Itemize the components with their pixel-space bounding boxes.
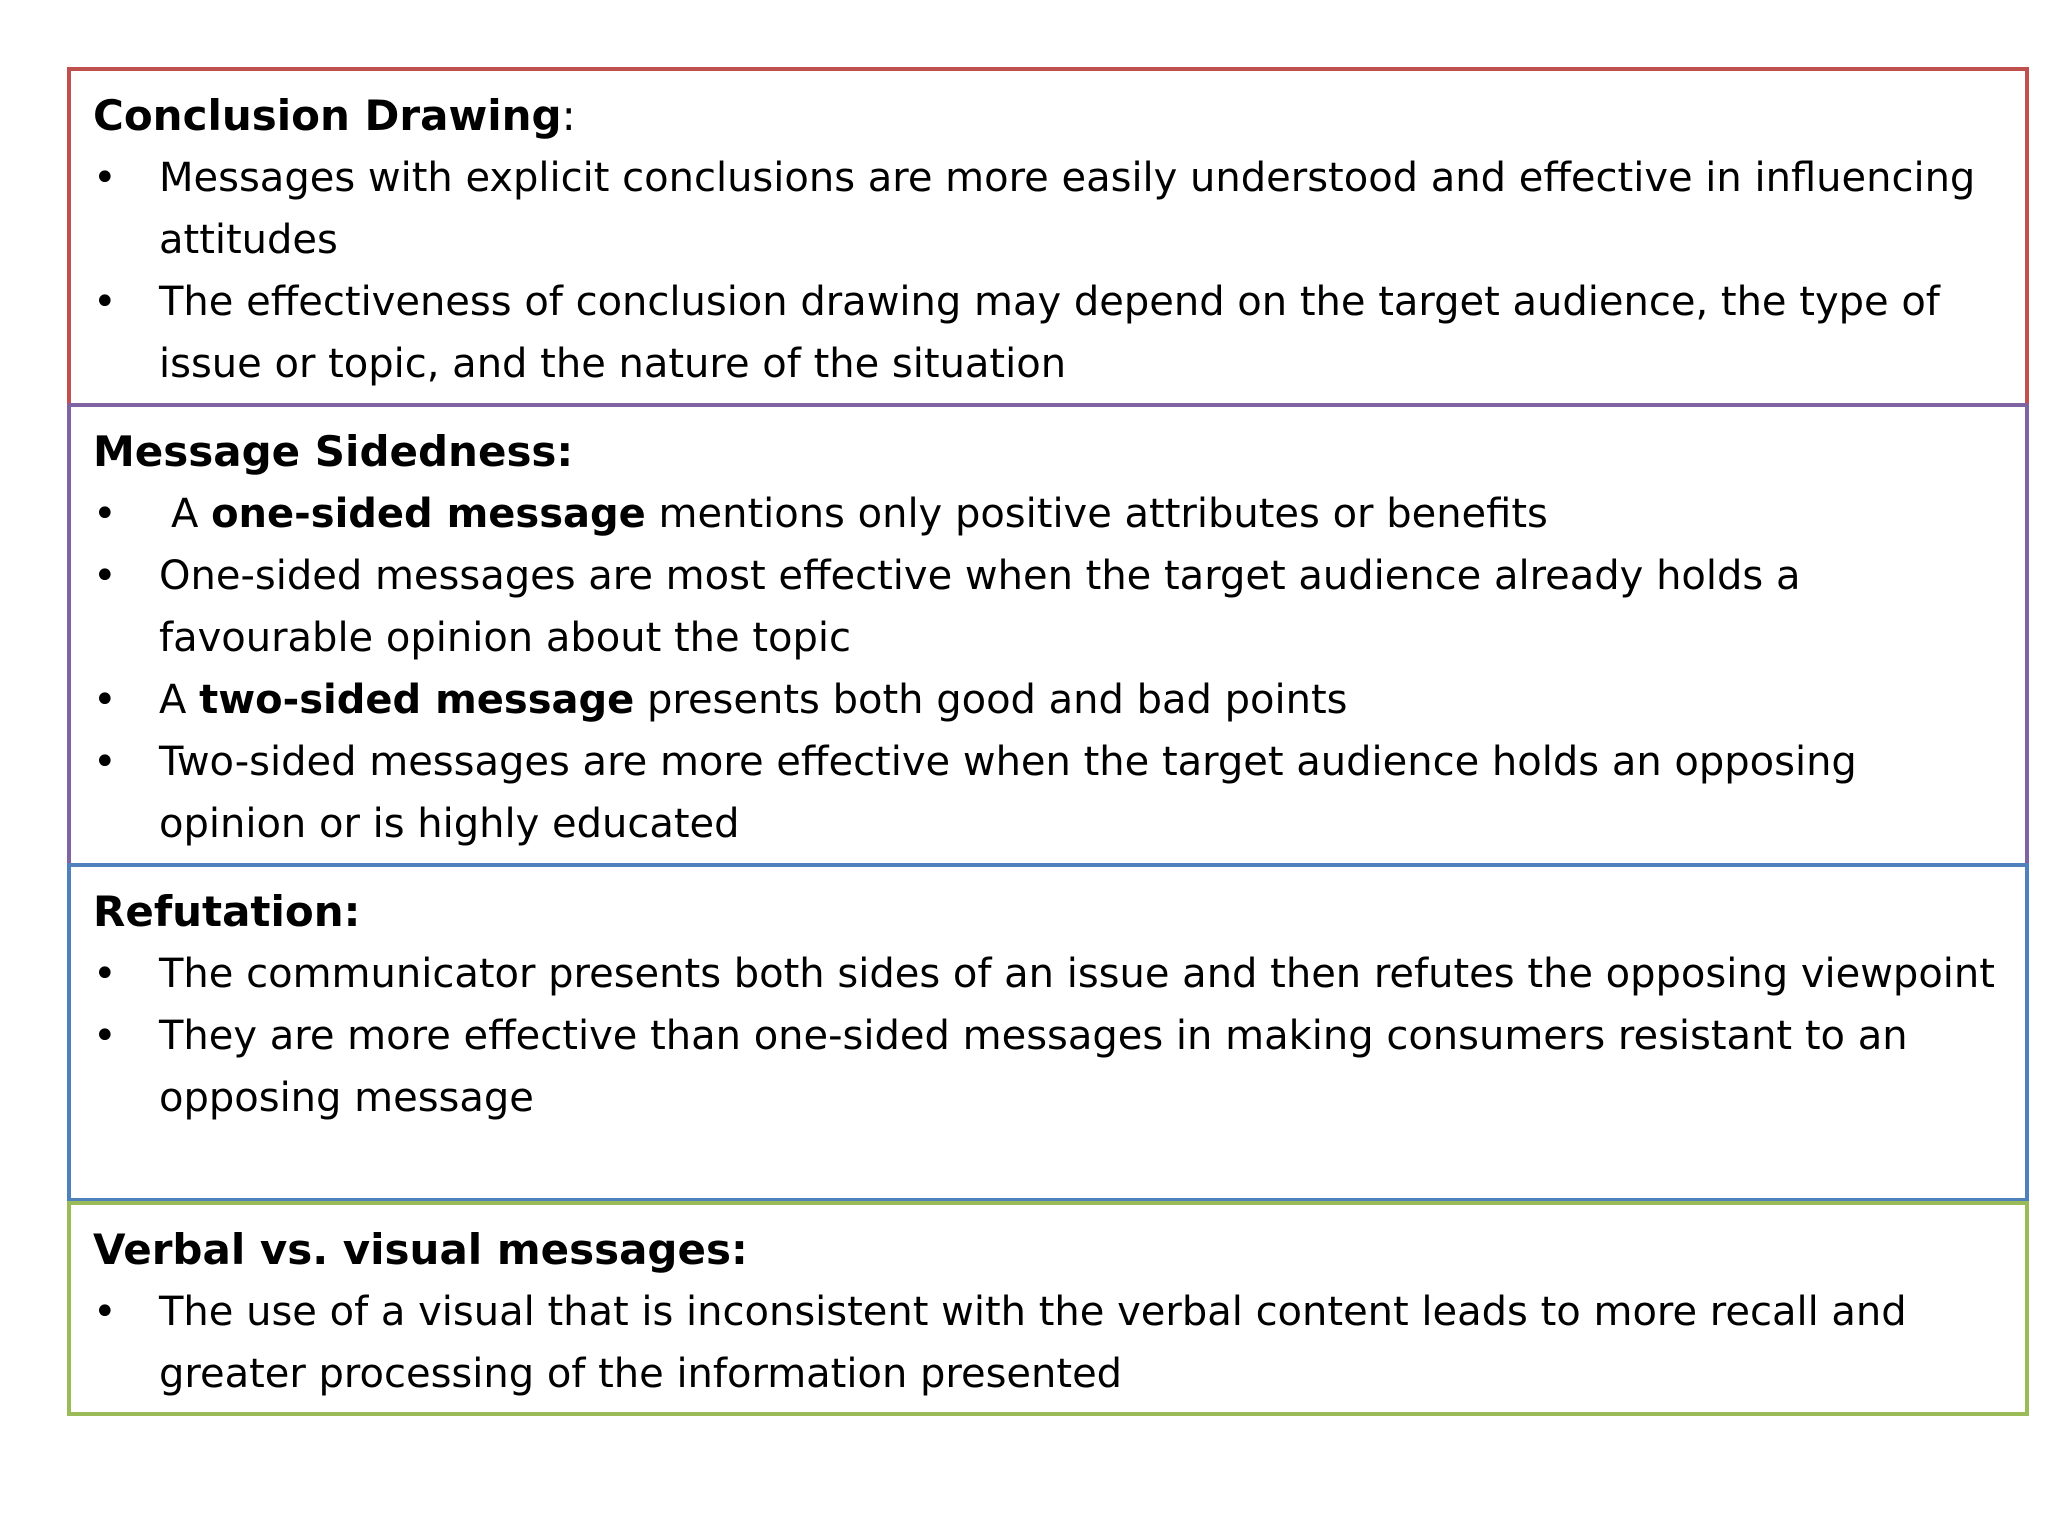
bullet-item: • A two-sided message presents both good and bad points [93, 669, 2007, 731]
bullet-icon: • [93, 553, 117, 599]
bullet-item: • They are more effective than one-sided messages in making consumers resistant to an opposing message [93, 1005, 2007, 1129]
message-sidedness-box [67, 403, 2029, 867]
bullet-icon: • [93, 951, 117, 997]
conclusion-drawing-list [93, 147, 2007, 395]
bullet-icon: • [93, 279, 117, 325]
message-sidedness-heading: Message Sidedness: [93, 427, 574, 476]
conclusion-drawing-heading: Conclusion Drawing: [93, 91, 576, 140]
bullet-icon: • [93, 1289, 117, 1335]
term-one-sided-message: one-sided message [211, 491, 646, 537]
message-sidedness-list [93, 483, 2007, 855]
refutation-box [67, 863, 2029, 1202]
bullet-icon: • [93, 677, 117, 723]
verbal-visual-heading: Verbal vs. visual messages: [93, 1225, 748, 1274]
bullet-item: • The use of a visual that is inconsistent with the verbal content leads to more recall and greater processing of the information presented [93, 1281, 2007, 1405]
verbal-visual-list [93, 1281, 2007, 1405]
bullet-item: • The communicator presents both sides of an issue and then refutes the opposing viewpoint [93, 943, 2007, 1005]
bullet-item: • A one-sided message mentions only positive attributes or benefits [93, 483, 2007, 545]
refutation-heading: Refutation: [93, 887, 361, 936]
bullet-item: • Messages with explicit conclusions are more easily understood and effective in influencing attitudes [93, 147, 2007, 271]
bullet-icon: • [93, 491, 117, 537]
bullet-item: • One-sided messages are most effective when the target audience already holds a favourable opinion about the topic [93, 545, 2007, 669]
bullet-icon: • [93, 739, 117, 785]
bullet-icon: • [93, 155, 117, 201]
conclusion-drawing-box [67, 67, 2029, 407]
bullet-item: • Two-sided messages are more effective when the target audience holds an opposing opinion or is highly educated [93, 731, 2007, 855]
term-two-sided-message: two-sided message [199, 677, 635, 723]
bullet-item: • The effectiveness of conclusion drawing may depend on the target audience, the type of issue or topic, and the nature of the situation [93, 271, 2007, 395]
refutation-list [93, 943, 2007, 1129]
verbal-visual-box [67, 1201, 2029, 1416]
bullet-icon: • [93, 1013, 117, 1059]
